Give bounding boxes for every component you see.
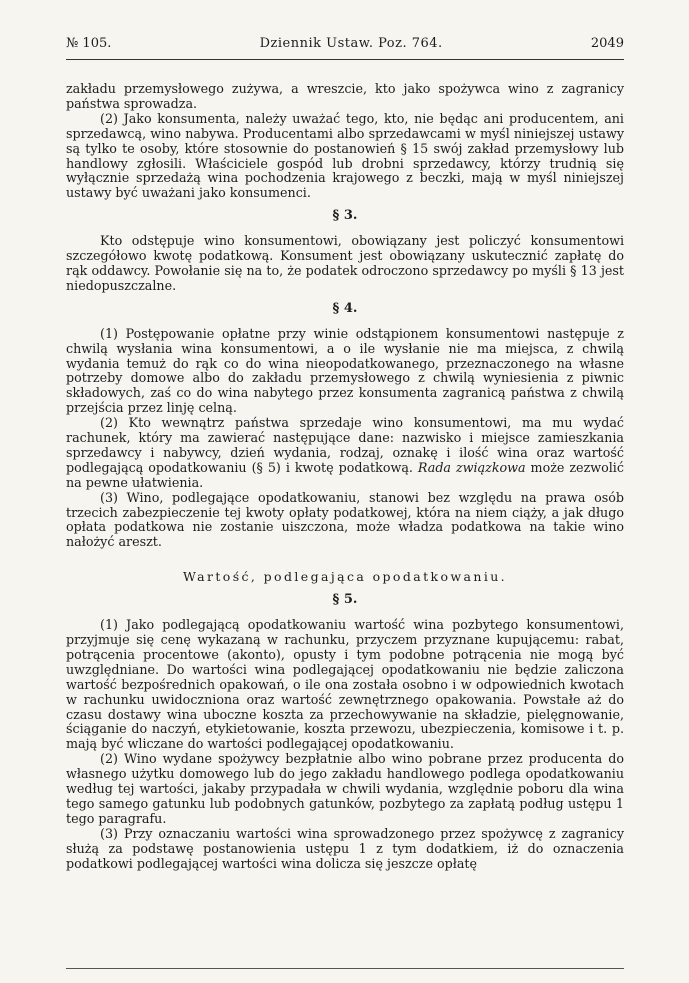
section-heading: § 3. xyxy=(332,208,358,224)
running-header xyxy=(66,36,624,60)
paragraph-text: (2) Kto wewnątrz państwa sprzedaje wino konsumentowi, ma mu wydać rachunek, który ma zawierać następujące dane: nazwisko i miejsce zamieszkania sprzedawcy i nabywcy, dzień wydania, rodzaj, oznakę i ilość wina oraz wartość podlegającą opodatkowaniu (§ 5) i kwotę podatkową. xyxy=(66,415,624,475)
section-heading: § 5. xyxy=(332,592,358,608)
paragraph-text: może zezwolić na pewne ułatwienia. xyxy=(66,459,624,490)
paragraph: zakładu przemysłowego zużywa, a wreszcie, kto jako spożywca wino z zagranicy państwa sprowadza. xyxy=(66,81,624,111)
section-heading: § 4. xyxy=(332,300,358,316)
paragraph: (2) Wino wydane spożywcy bezpłatnie albo wino pobrane przez producenta do własnego użytku domowego lub do jego zakładu handlowego podlega opodatkowaniu według tej wartości, jakaby przypadała w chwili wydania, względnie poboru dla wina tego samego gatunku lub podobnych gatunków, pozbytego za zapłatą podług ustępu 1 tego paragrafu. xyxy=(66,751,624,826)
paragraph: (2) Jako konsumenta, należy uważać tego, kto, nie będąc ani producentem, ani sprzedawcą, wino nabywa. Producentami albo sprzedawcami w myśl niniejszej ustawy są tylko te osoby, które stosownie do postanowień § 15 swój zakład przemysłowy lub handlowy zgłosili. Właściciele gospód lub drobni sprzedawcy, którzy trudnią się wyłącznie sprzedażą wina pochodzenia krajowego z beczki, mają w myśl niniejszej ustawy być uważani jako konsumenci. xyxy=(66,110,624,201)
document-body xyxy=(66,82,624,872)
paragraph: (3) Wino, podlegające opodatkowaniu, stanowi bez względu na prawa osób trzecich zabezpieczenie tej kwoty opłaty podatkowej, która na niem ciąży, a jak długo opłata podatkowa nie zostanie uiszczona, może władza podatkowa na takie wino nałożyć areszt. xyxy=(66,489,624,550)
bottom-divider xyxy=(66,968,624,969)
paragraph xyxy=(66,416,624,491)
document-page xyxy=(66,36,624,872)
issue-number: № 105. xyxy=(66,36,112,51)
journal-title: Dziennik Ustaw. Poz. 764. xyxy=(259,36,443,51)
paragraph: (1) Jako podlegającą opodatkowaniu wartość wina pozbytego konsumentowi, przyjmuje się cenę wykazaną w rachunku, przyczem przyznane kupującemu: rabat, potrącenia procentowe (akonto), opusty i tym podobne potrącenia nie mogą być uwzględniane. Do wartości wina podlegającej opodatkowaniu nie będzie zaliczona wartość bezpośrednich opakowań, o ile ona została osobno i w odpowiednich kwotach w rachunku uwidoczniona oraz wartość zewnętrznego opakowania. Powstałe aż do czasu dostawy wina uboczne koszta za przechowywanie na składzie, pielęgnowanie, ściąganie do naczyń, etykietowanie, koszta przewozu, ubezpieczenia, komisowe i t. p. mają być wliczane do wartości podlegającej opodatkowaniu. xyxy=(66,617,624,752)
paragraph: Kto odstępuje wino konsumentowi, obowiązany jest policzyć konsumentowi szczegółowo kwotę podatkową. Konsument jest obowiązany uskutecznić zapłatę do rąk oddawcy. Powołanie się na to, że podatek odroczono sprzedawcy po myśli § 13 jest niedopuszczalne. xyxy=(66,233,624,293)
chapter-subtitle: Wartość, podlegająca opodatkowaniu. xyxy=(182,569,508,585)
paragraph: (1) Postępowanie opłatne przy winie odstąpionem konsumentowi następuje z chwilą wysłania wina konsumentowi, a o ile wysłanie nie ma miejsca, z chwilą wydania temuż do rąk co do wina nieopodatkowanego, przeznaczonego na własne potrzeby domowe albo do zakładu przemysłowego z chwilą wyniesienia z piwnic składowych, zaś co do wina nabytego przez konsumenta zagranicą państwa z chwilą przejścia przez linję celną. xyxy=(66,325,624,416)
italic-term: Rada związkowa xyxy=(417,459,526,475)
page-number: 2049 xyxy=(590,36,624,51)
paragraph: (3) Przy oznaczaniu wartości wina sprowadzonego przez spożywcę z zagranicy służą za podstawę postanowienia ustępu 1 z tym dodatkiem, iż do oznaczenia podatkowi podlegającej wartości wina dolicza się jeszcze opłatę xyxy=(66,825,624,871)
